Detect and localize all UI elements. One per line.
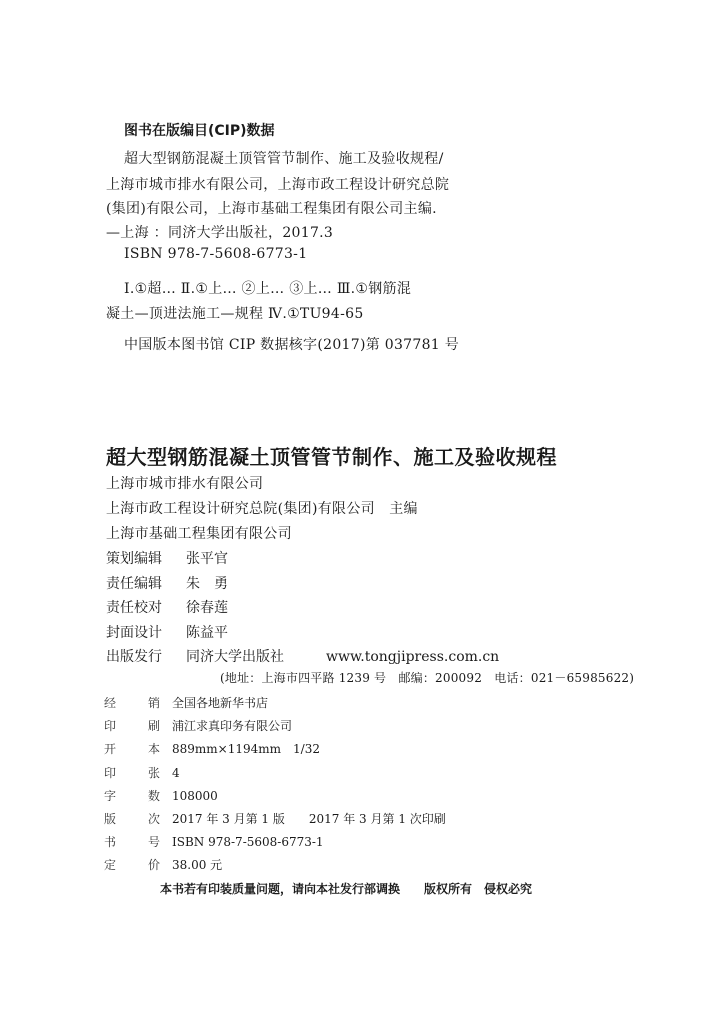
cip-verification: 中国版本图书馆 CIP 数据核字(2017)第 037781 号 [124, 337, 460, 353]
staff-row [106, 548, 228, 568]
cip-line-4: —上海 ：同济大学出版社，2017.3 [106, 225, 334, 241]
staff-value: 徐春莲 [186, 600, 228, 616]
spec-label-char: 版 [104, 812, 117, 826]
spec-label-char: 定 [104, 858, 117, 872]
spec-label-char: 销 [148, 696, 161, 710]
spec-value: 浦江求真印务有限公司 [172, 719, 293, 733]
spec-value: 4 [172, 766, 180, 780]
spec-label-char: 开 [104, 742, 117, 756]
staff-label: 责任校对 [106, 600, 162, 616]
spec-row [104, 764, 180, 781]
staff-row [106, 622, 228, 642]
spec-value: 108000 [172, 789, 218, 803]
cip-line-1: 超大型钢筋混凝土顶管管节制作、施工及验收规程/ [124, 151, 444, 167]
spec-row [104, 717, 292, 734]
staff-label: 封面设计 [106, 625, 162, 641]
staff-label: 出版发行 [106, 649, 162, 665]
spec-row [104, 810, 446, 827]
spec-label-char: 张 [148, 766, 161, 780]
publisher-value: 同济大学出版社 www.tongjipress.com.cn [186, 649, 500, 665]
spec-value: 889mm×1194mm 1/32 [172, 742, 320, 756]
spec-row [104, 787, 218, 804]
cip-heading: 图书在版编目(CIP)数据 [124, 123, 275, 139]
spec-value: 2017 年 3 月第 1 版 2017 年 3 月第 1 次印刷 [172, 812, 446, 826]
copyright-notice: 本书若有印装质量问题，请向本社发行部调换 版权所有 侵权必究 [160, 882, 533, 896]
spec-label-char: 价 [148, 858, 161, 872]
spec-label-char: 印 [104, 719, 117, 733]
spec-label-char: 经 [104, 696, 117, 710]
spec-label-char: 字 [104, 789, 117, 803]
spec-row [104, 856, 222, 873]
spec-row [104, 694, 268, 711]
author-line-2: 上海市政工程设计研究总院(集团)有限公司 主编 [106, 501, 418, 517]
spec-label-char: 数 [148, 789, 161, 803]
cip-classification-2: 凝土—顶进法施工—规程 Ⅳ.①TU94-65 [106, 306, 364, 322]
staff-row [106, 573, 228, 593]
staff-value: 陈益平 [186, 625, 228, 641]
spec-row [104, 833, 324, 850]
author-line-3: 上海市基础工程集团有限公司 [106, 526, 292, 542]
cip-line-3: (集团)有限公司，上海市基础工程集团有限公司主编. [106, 201, 437, 217]
book-title: 超大型钢筋混凝土顶管管节制作、施工及验收规程 [106, 445, 557, 469]
spec-label-char: 次 [148, 812, 161, 826]
author-line-1: 上海市城市排水有限公司 [106, 476, 264, 492]
publisher-address: (地址：上海市四平路 1239 号 邮编：200092 电话：021－65985622) [220, 671, 635, 685]
spec-value: 全国各地新华书店 [172, 696, 269, 710]
staff-label: 策划编辑 [106, 551, 162, 567]
cip-line-2: 上海市城市排水有限公司，上海市政工程设计研究总院 [106, 177, 450, 193]
staff-value: 朱 勇 [186, 576, 228, 592]
spec-label-char: 号 [148, 835, 161, 849]
staff-label: 责任编辑 [106, 576, 162, 592]
spec-value: ISBN 978-7-5608-6773-1 [172, 835, 324, 849]
spec-row [104, 740, 320, 757]
staff-row [106, 597, 228, 617]
staff-value: 张平官 [186, 551, 228, 567]
spec-label-char: 刷 [148, 719, 161, 733]
cip-line-5: ISBN 978-7-5608-6773-1 [124, 246, 308, 262]
spec-value: 38.00 元 [172, 858, 223, 872]
spec-label-char: 书 [104, 835, 117, 849]
spec-label-char: 本 [148, 742, 161, 756]
spec-label-char: 印 [104, 766, 117, 780]
cip-classification-1: Ⅰ.①超… Ⅱ.①上… ②上… ③上… Ⅲ.①钢筋混 [124, 281, 412, 297]
publisher-row [106, 646, 499, 666]
